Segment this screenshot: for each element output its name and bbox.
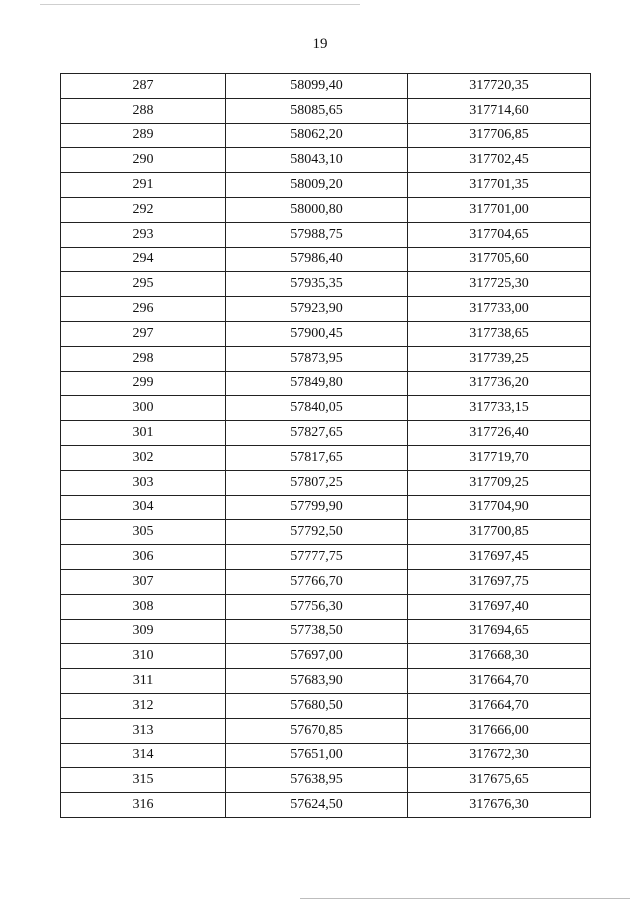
point-number-cell: 306 bbox=[61, 545, 226, 570]
point-number-cell: 315 bbox=[61, 768, 226, 793]
x-coordinate-cell: 57988,75 bbox=[226, 222, 408, 247]
x-coordinate-cell: 57986,40 bbox=[226, 247, 408, 272]
x-coordinate-cell: 57670,85 bbox=[226, 718, 408, 743]
point-number-cell: 307 bbox=[61, 569, 226, 594]
table-row bbox=[61, 148, 591, 173]
table-row bbox=[61, 793, 591, 818]
x-coordinate-cell: 57624,50 bbox=[226, 793, 408, 818]
table-row bbox=[61, 619, 591, 644]
x-coordinate-cell: 57900,45 bbox=[226, 321, 408, 346]
y-coordinate-cell: 317672,30 bbox=[408, 743, 591, 768]
x-coordinate-cell: 57799,90 bbox=[226, 495, 408, 520]
table-row bbox=[61, 545, 591, 570]
page-number: 19 bbox=[312, 36, 328, 52]
point-number-cell: 287 bbox=[61, 74, 226, 99]
point-number-cell: 312 bbox=[61, 693, 226, 718]
y-coordinate-cell: 317720,35 bbox=[408, 74, 591, 99]
y-coordinate-cell: 317739,25 bbox=[408, 346, 591, 371]
x-coordinate-cell: 58062,20 bbox=[226, 123, 408, 148]
point-number-cell: 296 bbox=[61, 297, 226, 322]
table-row bbox=[61, 743, 591, 768]
table-row bbox=[61, 123, 591, 148]
point-number-cell: 301 bbox=[61, 421, 226, 446]
y-coordinate-cell: 317738,65 bbox=[408, 321, 591, 346]
x-coordinate-cell: 57738,50 bbox=[226, 619, 408, 644]
table-row bbox=[61, 594, 591, 619]
point-number-cell: 297 bbox=[61, 321, 226, 346]
x-coordinate-cell: 57827,65 bbox=[226, 421, 408, 446]
y-coordinate-cell: 317701,00 bbox=[408, 197, 591, 222]
x-coordinate-cell: 58085,65 bbox=[226, 98, 408, 123]
table-row bbox=[61, 74, 591, 99]
point-number-cell: 295 bbox=[61, 272, 226, 297]
y-coordinate-cell: 317702,45 bbox=[408, 148, 591, 173]
y-coordinate-cell: 317697,40 bbox=[408, 594, 591, 619]
point-number-cell: 308 bbox=[61, 594, 226, 619]
x-coordinate-cell: 57923,90 bbox=[226, 297, 408, 322]
point-number-cell: 299 bbox=[61, 371, 226, 396]
table-row bbox=[61, 768, 591, 793]
point-number-cell: 290 bbox=[61, 148, 226, 173]
x-coordinate-cell: 57873,95 bbox=[226, 346, 408, 371]
y-coordinate-cell: 317704,90 bbox=[408, 495, 591, 520]
point-number-cell: 311 bbox=[61, 669, 226, 694]
y-coordinate-cell: 317664,70 bbox=[408, 669, 591, 694]
table-row bbox=[61, 247, 591, 272]
point-number-cell: 293 bbox=[61, 222, 226, 247]
y-coordinate-cell: 317733,15 bbox=[408, 396, 591, 421]
table-row bbox=[61, 718, 591, 743]
y-coordinate-cell: 317706,85 bbox=[408, 123, 591, 148]
y-coordinate-cell: 317668,30 bbox=[408, 644, 591, 669]
x-coordinate-cell: 58000,80 bbox=[226, 197, 408, 222]
x-coordinate-cell: 57680,50 bbox=[226, 693, 408, 718]
y-coordinate-cell: 317694,65 bbox=[408, 619, 591, 644]
point-number-cell: 310 bbox=[61, 644, 226, 669]
point-number-cell: 288 bbox=[61, 98, 226, 123]
coordinates-table-body bbox=[61, 74, 591, 818]
y-coordinate-cell: 317700,85 bbox=[408, 520, 591, 545]
x-coordinate-cell: 57766,70 bbox=[226, 569, 408, 594]
point-number-cell: 302 bbox=[61, 445, 226, 470]
point-number-cell: 291 bbox=[61, 173, 226, 198]
table-row bbox=[61, 470, 591, 495]
x-coordinate-cell: 57683,90 bbox=[226, 669, 408, 694]
y-coordinate-cell: 317705,60 bbox=[408, 247, 591, 272]
x-coordinate-cell: 57777,75 bbox=[226, 545, 408, 570]
y-coordinate-cell: 317726,40 bbox=[408, 421, 591, 446]
point-number-cell: 309 bbox=[61, 619, 226, 644]
y-coordinate-cell: 317725,30 bbox=[408, 272, 591, 297]
x-coordinate-cell: 57638,95 bbox=[226, 768, 408, 793]
point-number-cell: 300 bbox=[61, 396, 226, 421]
x-coordinate-cell: 57807,25 bbox=[226, 470, 408, 495]
table-row bbox=[61, 371, 591, 396]
y-coordinate-cell: 317675,65 bbox=[408, 768, 591, 793]
point-number-cell: 304 bbox=[61, 495, 226, 520]
scan-edge-bottom bbox=[300, 898, 630, 899]
point-number-cell: 294 bbox=[61, 247, 226, 272]
x-coordinate-cell: 57697,00 bbox=[226, 644, 408, 669]
table-row bbox=[61, 173, 591, 198]
table-row bbox=[61, 495, 591, 520]
table-row bbox=[61, 197, 591, 222]
x-coordinate-cell: 58043,10 bbox=[226, 148, 408, 173]
point-number-cell: 314 bbox=[61, 743, 226, 768]
x-coordinate-cell: 57817,65 bbox=[226, 445, 408, 470]
y-coordinate-cell: 317714,60 bbox=[408, 98, 591, 123]
point-number-cell: 313 bbox=[61, 718, 226, 743]
y-coordinate-cell: 317697,75 bbox=[408, 569, 591, 594]
point-number-cell: 298 bbox=[61, 346, 226, 371]
x-coordinate-cell: 57849,80 bbox=[226, 371, 408, 396]
table-row bbox=[61, 445, 591, 470]
x-coordinate-cell: 57840,05 bbox=[226, 396, 408, 421]
y-coordinate-cell: 317736,20 bbox=[408, 371, 591, 396]
x-coordinate-cell: 57756,30 bbox=[226, 594, 408, 619]
point-number-cell: 305 bbox=[61, 520, 226, 545]
table-row bbox=[61, 693, 591, 718]
table-row bbox=[61, 421, 591, 446]
y-coordinate-cell: 317719,70 bbox=[408, 445, 591, 470]
table-row bbox=[61, 520, 591, 545]
x-coordinate-cell: 58099,40 bbox=[226, 74, 408, 99]
y-coordinate-cell: 317697,45 bbox=[408, 545, 591, 570]
x-coordinate-cell: 57651,00 bbox=[226, 743, 408, 768]
table-row bbox=[61, 669, 591, 694]
y-coordinate-cell: 317666,00 bbox=[408, 718, 591, 743]
y-coordinate-cell: 317664,70 bbox=[408, 693, 591, 718]
table-row bbox=[61, 272, 591, 297]
table-row bbox=[61, 297, 591, 322]
point-number-cell: 292 bbox=[61, 197, 226, 222]
scan-edge-top bbox=[40, 4, 360, 5]
point-number-cell: 289 bbox=[61, 123, 226, 148]
table-row bbox=[61, 569, 591, 594]
point-number-cell: 316 bbox=[61, 793, 226, 818]
x-coordinate-cell: 57792,50 bbox=[226, 520, 408, 545]
table-row bbox=[61, 222, 591, 247]
point-number-cell: 303 bbox=[61, 470, 226, 495]
y-coordinate-cell: 317704,65 bbox=[408, 222, 591, 247]
table-row bbox=[61, 644, 591, 669]
coordinates-table bbox=[60, 73, 591, 818]
x-coordinate-cell: 58009,20 bbox=[226, 173, 408, 198]
table-row bbox=[61, 98, 591, 123]
table-row bbox=[61, 396, 591, 421]
y-coordinate-cell: 317709,25 bbox=[408, 470, 591, 495]
x-coordinate-cell: 57935,35 bbox=[226, 272, 408, 297]
y-coordinate-cell: 317733,00 bbox=[408, 297, 591, 322]
table-row bbox=[61, 346, 591, 371]
y-coordinate-cell: 317701,35 bbox=[408, 173, 591, 198]
table-row bbox=[61, 321, 591, 346]
y-coordinate-cell: 317676,30 bbox=[408, 793, 591, 818]
